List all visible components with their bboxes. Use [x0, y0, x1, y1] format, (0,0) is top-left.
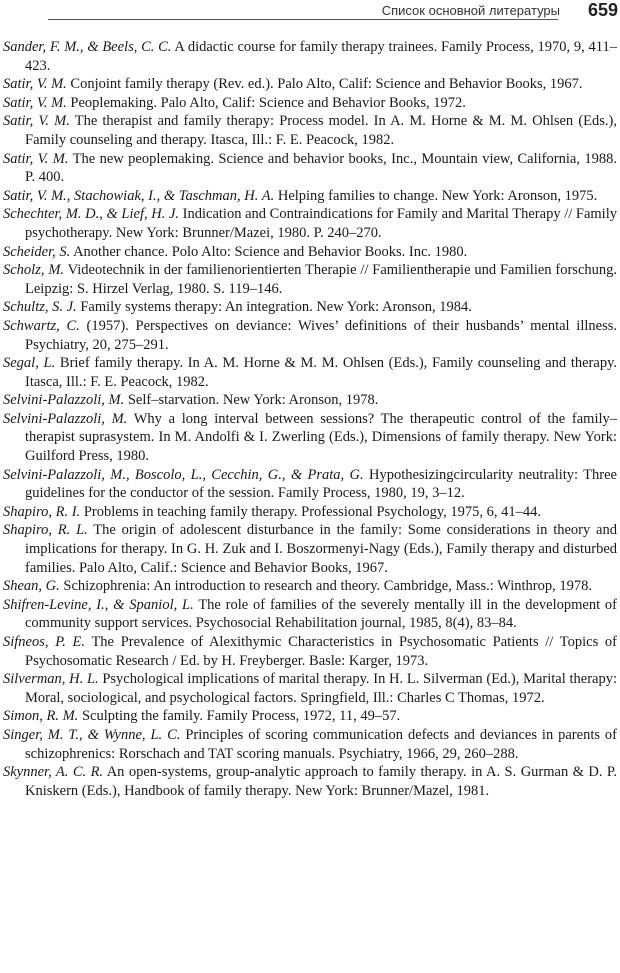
reference-authors: Sander, F. M., & Beels, C. C.: [3, 39, 172, 55]
reference-text: Indication and Contraindications for Family and Marital Therapy // Family psychotherapy. New York: Brunner/Mazei, 1980. P. 240–270.: [25, 206, 617, 241]
reference-text: (1957). Perspectives on deviance: Wives’ definitions of their husbands’ mental illness. Psychiatry, 20, 275–291.: [25, 317, 617, 353]
reference-text: An open-systems, group-analytic approach to family therapy. in A. S. Gurman & D. P. Kniskern (Eds.), Handbook of family therapy. New York: Brunner/Mazel, 1981.: [25, 764, 617, 799]
reference-authors: Singer, M. T., & Wynne, L. C.: [3, 726, 181, 743]
reference-text: Psychological implications of marital therapy. In H. L. Silverman (Ed.), Marital therapy: Moral, sociological, and psychological factors. Springfield, Ill.: Charles C Thomas, 1972.: [25, 671, 617, 706]
reference-entry: [3, 243, 617, 262]
reference-authors: Shean, G.: [3, 578, 60, 595]
reference-text: The role of families of the severely mentally ill in the development of community support services. Psychosocial Rehabilitation journal, 1985, 8(4), 83–84.: [25, 596, 618, 632]
reference-authors: Skynner, A. C. R.: [3, 764, 104, 781]
reference-authors: Schultz, S. J.: [3, 299, 77, 316]
reference-text: The origin of adolescent disturbance in the family: Some considerations in theory and implications for therapy. In G. H. Zuk and I. Boszormenyi-Nagy (Eds.), Family therapy and disturbed families. Palo Alto, Calif.: Science and Behavior Books, 1967.: [25, 522, 617, 576]
reference-text: Videotechnik in der familienorientierten Therapie // Familientherapie und Familien forschung. Leipzig: S. Hirzel Verlag, 1980. S. 119–146.: [25, 262, 618, 297]
reference-text: Brief family therapy. In A. M. Horne & M. M. Ohlsen (Eds.), Family counseling and therapy. Itasca, Ill.: F. E. Peacock, 1982.: [25, 355, 618, 390]
reference-text: Conjoint family therapy (Rev. ed.). Palo Alto, Calif: Science and Behavior Books, 1967.: [66, 76, 583, 93]
reference-entry: [3, 38, 617, 75]
reference-authors: Satir, V. M.: [3, 94, 67, 111]
reference-entry: [3, 503, 617, 522]
reference-text: Family systems therapy: An integration. New York: Aronson, 1984.: [76, 299, 472, 316]
reference-authors: Satir, V. M., Stachowiak, I., & Taschman, H. A.: [3, 187, 275, 204]
reference-authors: Silverman, H. L.: [3, 671, 99, 688]
reference-entry: [3, 707, 617, 726]
reference-text: Principles of scoring communication defects and deviances in parents of schizophrenics: Rorschach and TAT scoring manuals. Psychiatry, 1966, 29, 260–288.: [25, 726, 617, 762]
reference-entry: [3, 726, 617, 763]
reference-list: [3, 38, 617, 800]
reference-authors: Segal, L.: [3, 355, 56, 372]
reference-authors: Satir, V. M.: [3, 113, 70, 130]
reference-text: Peoplemaking. Palo Alto, Calif: Science and Behavior Books, 1972.: [66, 94, 466, 111]
reference-text: Hypothesizingcircularity neutrality: Three guidelines for the conductor of the session. Family Process, 1980, 19, 3–12.: [25, 466, 617, 502]
reference-entry: [3, 633, 617, 670]
reference-entry: [3, 150, 617, 187]
reference-authors: Schechter, M. D., & Lief, H. J.: [3, 206, 180, 223]
reference-text: The therapist and family therapy: Process model. In A. M. Horne & M. M. Ohlsen (Eds.), Family counseling and therapy. Itasca, Ill.: F. E. Peacock, 1982.: [25, 113, 617, 148]
reference-text: The new peoplemaking. Science and behavior books, Inc., Mountain view, California, 1988. P. 400.: [25, 150, 617, 186]
reference-authors: Schwartz, C.: [3, 317, 80, 334]
running-header-title: Список основной литературы: [381, 3, 560, 18]
reference-authors: Simon, R. M.: [3, 708, 79, 725]
reference-entry: [3, 596, 617, 633]
reference-text: A didactic course for family therapy trainees. Family Process, 1970, 9, 411–423.: [25, 39, 618, 74]
reference-entry: [3, 187, 617, 206]
reference-entry: [3, 466, 617, 503]
reference-entry: [3, 521, 617, 577]
reference-authors: Selvini-Palazzoli, M.: [3, 410, 128, 427]
page-number: 659: [587, 0, 618, 20]
reference-text: The Prevalence of Alexithymic Characteristics in Psychosomatic Patients // Topics of Psychosomatic Research / Ed. by H. Freyberger. Basle: Karger, 1973.: [25, 634, 617, 669]
reference-authors: Sifneos, P. E.: [3, 634, 86, 650]
reference-text: Another chance. Polo Alto: Science and Behavior Books. Inc. 1980.: [70, 243, 468, 260]
reference-entry: [3, 670, 617, 707]
reference-authors: Shifren-Levine, I., & Spaniol, L.: [3, 596, 194, 613]
header-rule: [48, 19, 558, 20]
reference-entry: [3, 410, 617, 466]
reference-text: Schizophrenia: An introduction to research and theory. Cambridge, Mass.: Winthrop, 1978.: [59, 578, 592, 595]
reference-authors: Scholz, M.: [3, 262, 65, 279]
reference-authors: Selvini-Palazzoli, M.: [3, 392, 125, 409]
reference-entry: [3, 112, 617, 149]
running-header: [0, 0, 620, 26]
reference-text: Problems in teaching family therapy. Professional Psychology, 1975, 6, 41–44.: [80, 503, 542, 520]
reference-entry: [3, 354, 617, 391]
reference-entry: [3, 298, 617, 317]
reference-entry: [3, 763, 617, 800]
reference-entry: [3, 205, 617, 242]
reference-authors: Scheider, S.: [3, 243, 71, 260]
reference-authors: Satir, V. M.: [3, 76, 67, 93]
reference-entry: [3, 94, 617, 113]
reference-entry: [3, 391, 617, 410]
reference-authors: Shapiro, R. I.: [3, 503, 81, 520]
reference-text: Self–starvation. New York: Aronson, 1978.: [124, 392, 379, 409]
reference-text: Sculpting the family. Family Process, 1972, 11, 49–57.: [78, 708, 401, 725]
reference-entry: [3, 261, 617, 298]
reference-text: Helping families to change. New York: Aronson, 1975.: [274, 187, 598, 204]
reference-authors: Selvini-Palazzoli, M., Boscolo, L., Cecchin, G., & Prata, G.: [3, 466, 364, 483]
reference-entry: [3, 317, 617, 354]
reference-entry: [3, 577, 617, 596]
reference-text: Why a long interval between sessions? The therapeutic control of the family–therapist suprasystem. In M. Andolfi & I. Zwerling (Eds.), Dimensions of family therapy. New York: Guilford Press, 1980.: [25, 410, 618, 465]
reference-authors: Shapiro, R. L.: [3, 522, 88, 539]
reference-entry: [3, 75, 617, 94]
reference-authors: Satir, V. M.: [3, 150, 69, 167]
